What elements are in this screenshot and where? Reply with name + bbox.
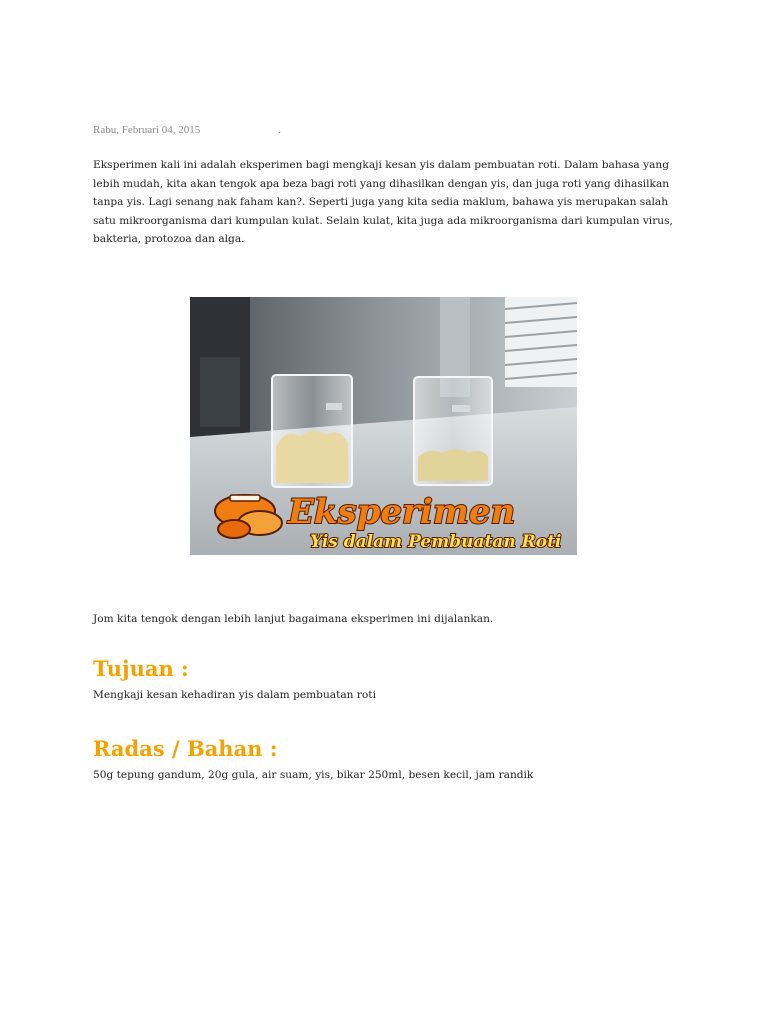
post-date-text: Rabu, Februari 04, 2015	[93, 124, 201, 136]
section-heading-tujuan: Tujuan :	[93, 656, 189, 681]
followup-paragraph: Jom kita tengok dengan lebih lanjut bagaimana eksperimen ini dijalankan.	[93, 613, 494, 625]
post-date-suffix: .	[278, 124, 281, 136]
beaker-left	[272, 375, 352, 487]
image-title-line2: Yis dalam Pembuatan Roti	[310, 532, 562, 552]
section-body-tujuan: Mengkaji kesan kehadiran yis dalam pembuatan roti	[93, 689, 376, 701]
section-heading-radas-bahan: Radas / Bahan :	[93, 736, 278, 761]
experiment-photo-graphic	[190, 297, 577, 555]
intro-paragraph: Eksperimen kali ini adalah eksperimen bagi mengkaji kesan yis dalam pembuatan roti. Dalam bahasa yang lebih mudah, kita akan tengok apa beza bagi roti yang dihasilkan dengan yis, dan juga roti yang dihasilkan tanpa yis. Lagi senang nak faham kan?. Seperti juga yang kita sedia maklum, bahawa yis merupakan salah satu mikroorganisma dari kumpulan kulat. Selain kulat, kita juga ada mikroorganisma dari kumpulan virus, bakteria, protozoa dan alga.	[93, 159, 673, 246]
experiment-photo	[190, 297, 577, 555]
beaker-right	[414, 377, 492, 485]
section-body-radas-bahan: 50g tepung gandum, 20g gula, air suam, yis, bikar 250ml, besen kecil, jam randik	[93, 769, 534, 781]
image-title-line1: Eksperimen	[288, 492, 516, 532]
post-date	[93, 124, 281, 136]
